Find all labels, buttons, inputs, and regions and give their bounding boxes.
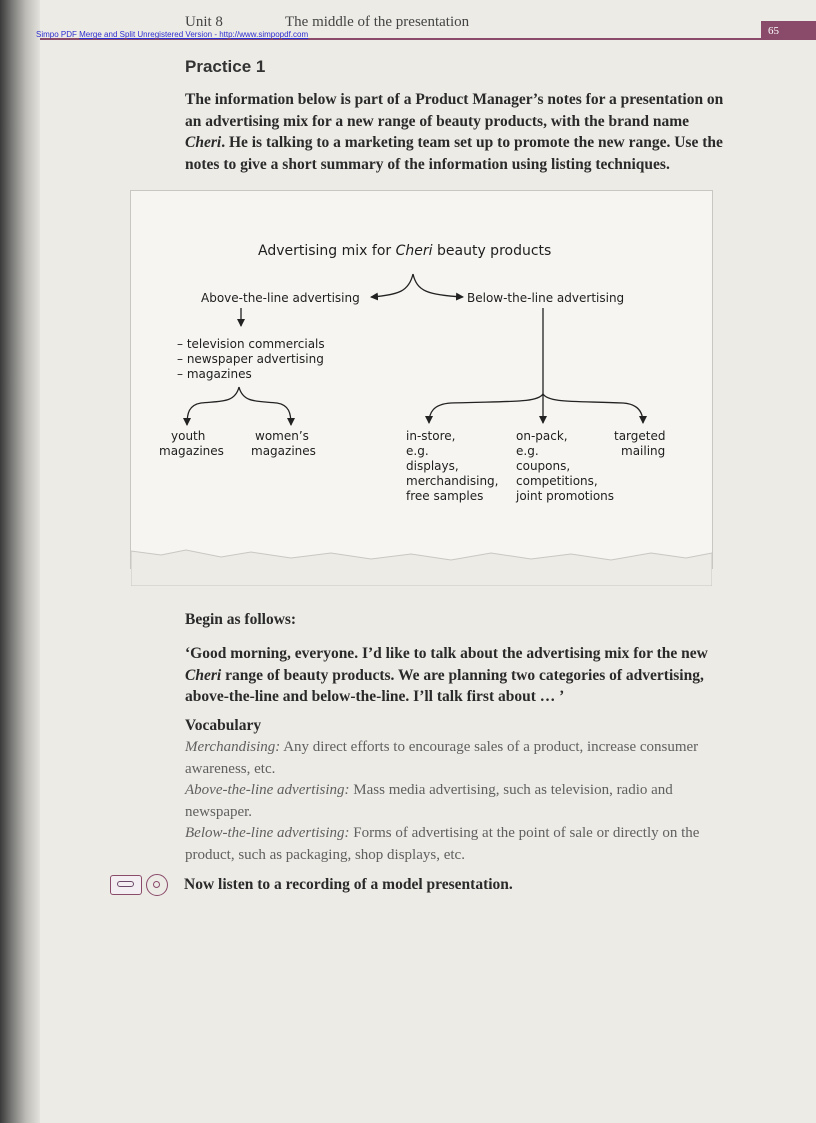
cd-icon bbox=[146, 874, 168, 896]
instore-line: displays, bbox=[406, 459, 459, 473]
advertising-mix-diagram bbox=[130, 190, 713, 569]
magazines-arrow-left bbox=[187, 387, 239, 425]
cd-hole bbox=[153, 881, 160, 888]
instore-line: in-store, bbox=[406, 429, 456, 443]
quote-part-1: ‘Good morning, everyone. I’d like to talk about the advertising mix for the new bbox=[185, 645, 708, 662]
running-header bbox=[185, 14, 469, 31]
vocabulary-title: Vocabulary bbox=[185, 717, 262, 734]
targeted-mailing-line: targeted bbox=[614, 429, 666, 443]
instore-line: free samples bbox=[406, 489, 484, 503]
quote-brand: Cheri bbox=[185, 666, 222, 684]
begin-label: Begin as follows: bbox=[185, 611, 297, 628]
below-the-line-label: Below-the-line advertising bbox=[467, 291, 625, 305]
vocab-definition: Mass media advertising, such as television, radio and newspaper. bbox=[185, 782, 673, 820]
diagram-title-suffix: beauty products bbox=[437, 243, 552, 259]
vocab-term: Above-the-line advertising: bbox=[185, 782, 350, 798]
cassette-reel bbox=[117, 881, 134, 887]
onpack-line: on-pack, bbox=[516, 429, 568, 443]
diagram-title-prefix: Advertising mix for bbox=[258, 243, 392, 259]
torn-edge bbox=[131, 550, 712, 586]
womens-magazines-line: magazines bbox=[251, 444, 316, 458]
below-arrow-mailing bbox=[543, 394, 643, 423]
above-item: – newspaper advertising bbox=[177, 352, 324, 366]
practice-intro bbox=[185, 89, 730, 175]
intro-part-1: The information below is part of a Product Manager’s notes for a presentation on an advertising mix for a new range of beauty products, with the brand name bbox=[185, 91, 724, 130]
intro-part-2: . He is talking to a marketing team set up to promote the new range. Use the notes to give a short summary of the information using listing techniques. bbox=[185, 134, 723, 173]
onpack-line: e.g. bbox=[516, 444, 539, 458]
diagram-canvas bbox=[131, 191, 712, 586]
quote-part-2: range of beauty products. We are planning two categories of advertising, above-the-line and below-the-line. I’ll talk first about … ’ bbox=[185, 666, 704, 705]
magazines-arrow-right bbox=[239, 387, 291, 425]
diagram-title-brand: Cheri bbox=[395, 243, 433, 259]
vocabulary-list bbox=[185, 737, 725, 866]
unit-number: Unit 8 bbox=[185, 14, 223, 30]
vocab-definition: Any direct efforts to encourage sales of a product, increase consumer awareness, etc. bbox=[185, 739, 699, 777]
watermark-prefix: Simpo PDF bbox=[36, 30, 77, 39]
above-the-line-label: Above-the-line advertising bbox=[201, 291, 360, 305]
youth-magazines-line: youth bbox=[171, 429, 206, 443]
womens-magazines-line: women’s bbox=[255, 429, 309, 443]
above-item: – magazines bbox=[177, 367, 252, 381]
onpack-line: competitions, bbox=[516, 474, 598, 488]
book-spine-shadow bbox=[0, 0, 40, 1123]
above-item: – television commercials bbox=[177, 337, 325, 351]
vocab-term: Merchandising: bbox=[185, 739, 281, 755]
split-arrow-right bbox=[413, 274, 463, 297]
diagram-title bbox=[258, 243, 551, 259]
watermark bbox=[36, 30, 308, 39]
page-number: 65 bbox=[761, 21, 816, 40]
targeted-mailing-line: mailing bbox=[621, 444, 666, 458]
listen-instruction: Now listen to a recording of a model presentation. bbox=[184, 876, 513, 893]
below-arrow-instore bbox=[429, 394, 543, 423]
practice-title: Practice 1 bbox=[185, 57, 266, 76]
cassette-icon bbox=[110, 875, 142, 895]
onpack-line: coupons, bbox=[516, 459, 571, 473]
youth-magazines-line: magazines bbox=[159, 444, 224, 458]
instore-line: merchandising, bbox=[406, 474, 499, 488]
vocab-term: Below-the-line advertising: bbox=[185, 825, 350, 841]
onpack-line: joint promotions bbox=[516, 489, 615, 503]
begin-quote bbox=[185, 643, 725, 708]
split-arrow-left bbox=[371, 274, 413, 297]
instore-line: e.g. bbox=[406, 444, 429, 458]
unit-title: The middle of the presentation bbox=[285, 14, 470, 30]
watermark-link[interactable]: Merge and Split Unregistered Version - http://www.simpopdf.com bbox=[79, 30, 309, 39]
vocab-definition: Forms of advertising at the point of sale or directly on the product, such as packaging, shop displays, etc. bbox=[185, 825, 700, 863]
intro-brand: Cheri bbox=[185, 134, 222, 151]
